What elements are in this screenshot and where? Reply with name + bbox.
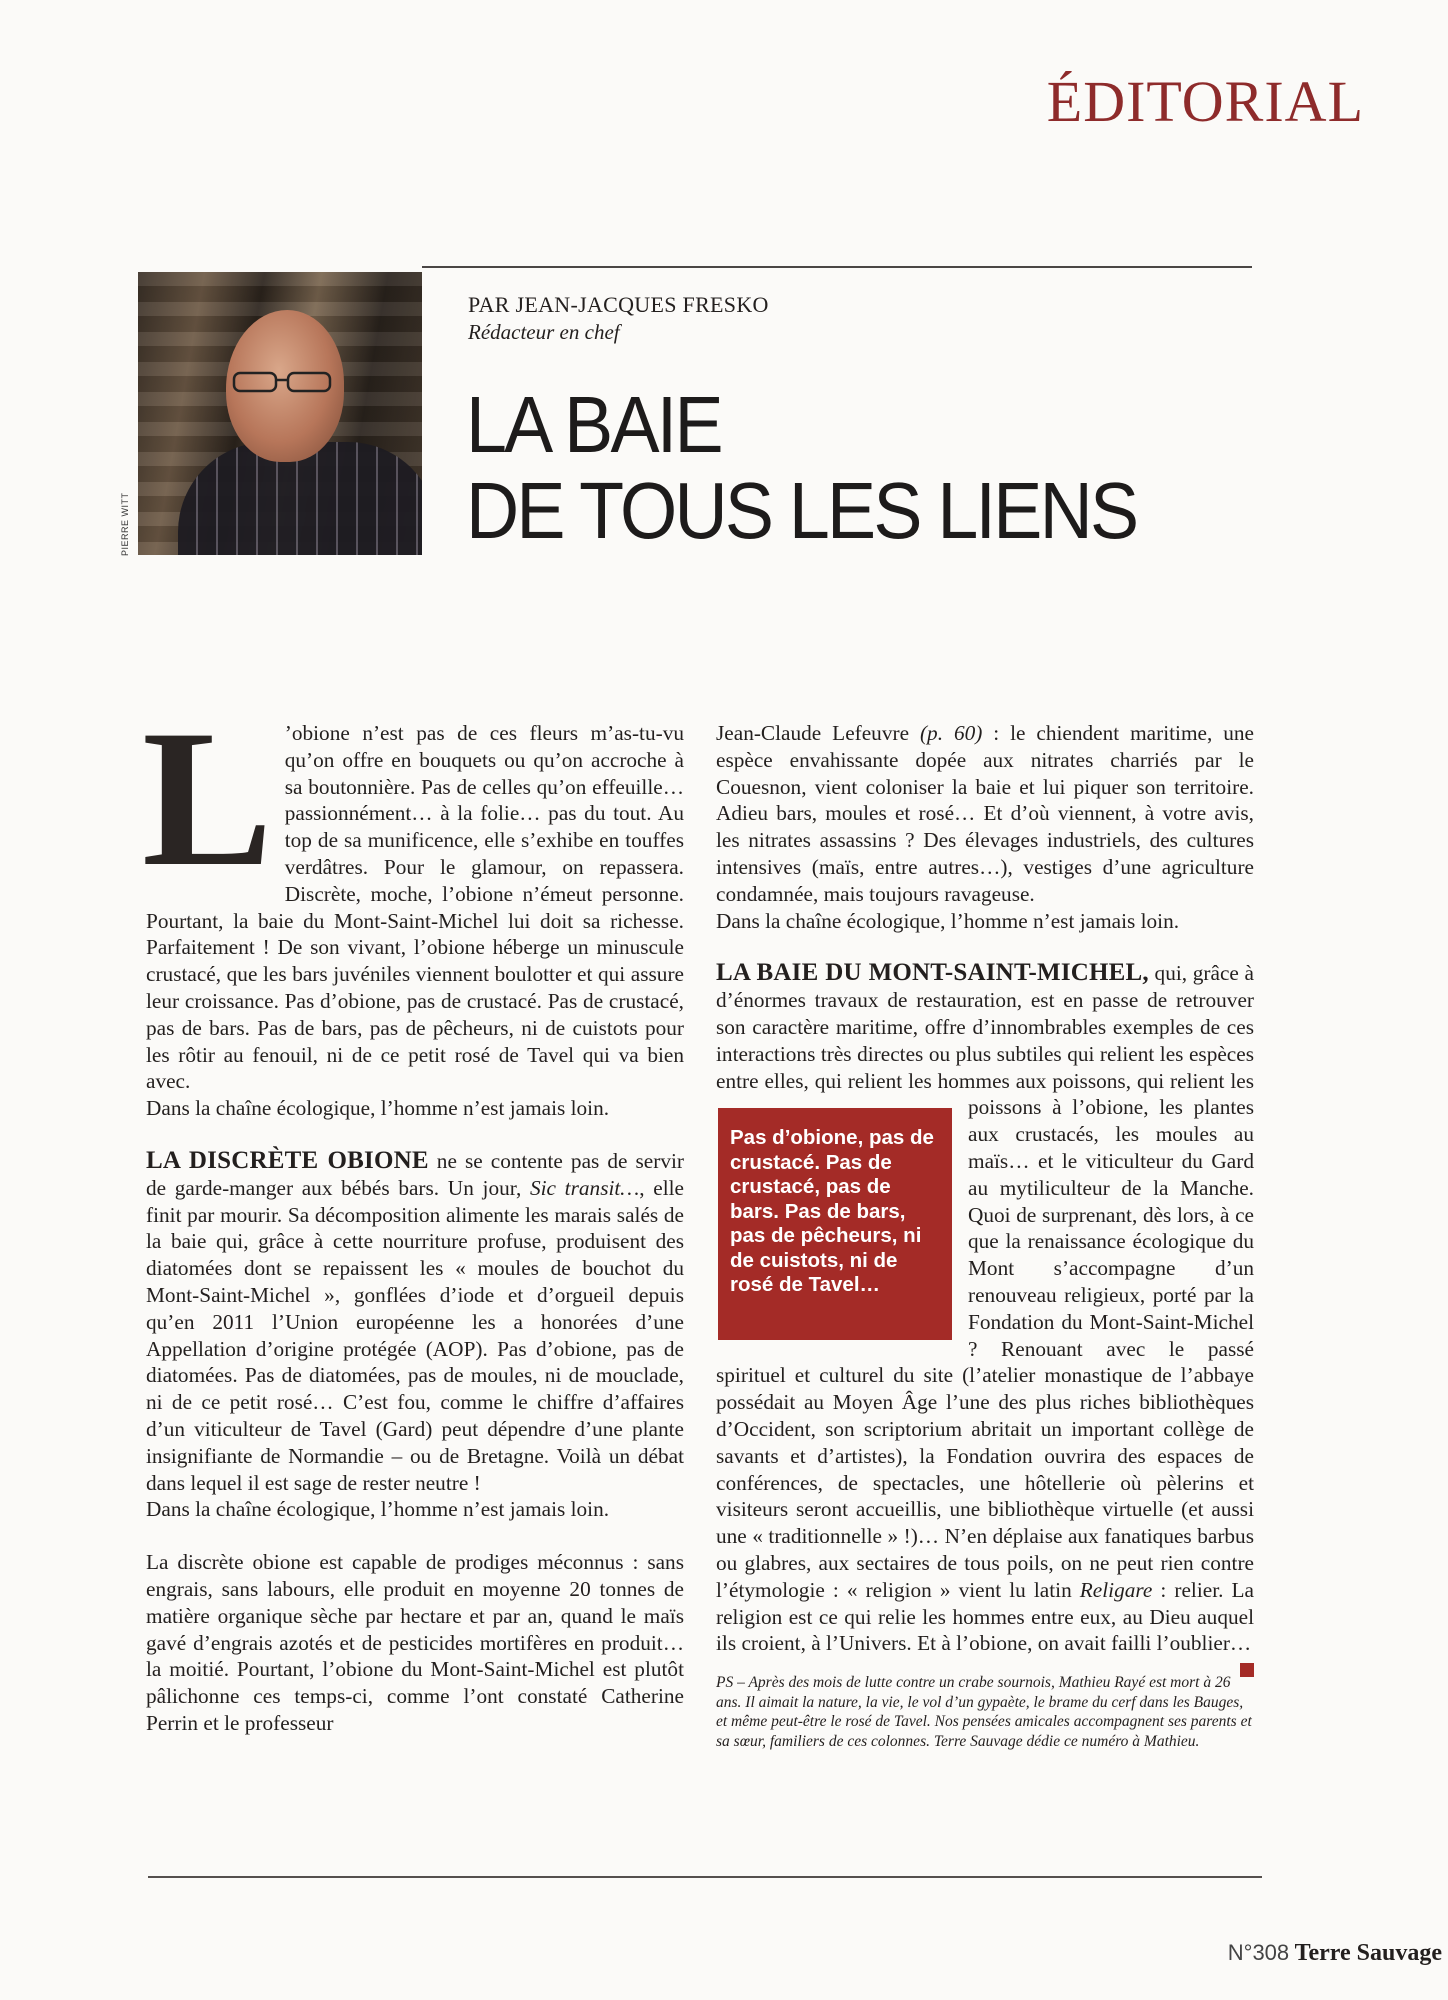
refrain: Dans la chaîne écologique, l’homme n’est jamais loin. [146,1096,610,1121]
paragraph: La discrète obione est capable de prodiges méconnus : sans engrais, sans labours, elle produit en moyenne 20 tonnes de matière organique sèche par hectare et par an, quand le maïs gavé d’engrais azotés et de pesticides mortifères en produit… la moitié. Pourtant, l’obione du Mont-Saint-Michel est plutôt pâlichonne ces temps-ci, comme l’ont constaté Catherine Perrin et le professeur [146,1550,684,1735]
column-left [142,690,685,1737]
bottom-rule [148,1876,1262,1878]
page-reference: (p. 60) [919,721,983,745]
byline: PAR JEAN-JACQUES FRESKO [468,292,769,317]
magazine-name: Terre Sauvage [1294,1940,1442,1966]
glasses-icon [230,370,340,394]
lead-in: LA BAIE DU MONT-SAINT-MICHEL, [716,959,1149,987]
paragraph [716,960,1254,1657]
paragraph-text: : relier. La religion est ce qui relie les hommes entre eux, au Dieu auquel ils croient, à l’Univers. Et à l’obione, on avait failli l’oublier… [716,1577,1254,1656]
paragraph-text: ’obione n’est pas de ces fleurs m’as-tu-vu qu’on offre en bouquets ou qu’on accroche à sa boutonnière. Pas de celles qu’on effeuille… passionnément… à la folie… pas du tout. Au top de sa munificence, elle s’exhibe en touffes verdâtres. Pour le glamour, on repassera. Discrète, moche, l’obione n’émeut personne. Pourtant, la baie du Mont-Saint-Michel lui doit sa richesse. Parfaitement ! De son vivant, l’obione héberge un minuscule crustacé, que les bars juvéniles viennent boulotter et qui assure leur croissance. Pas d’obione, pas de crustacé. Pas de crustacé, pas de bars. Pas de bars, pas de pêcheurs, ni de cuistots pour les rôtir au fenouil, ni de ce petit rosé de Tavel qui va bien avec. [146,721,684,1094]
paragraph-text: Jean-Claude Lefeuvre [716,721,920,745]
pull-quote: Pas d’obione, pas de crustacé. Pas de crustacé, pas de bars. Pas de bars, pas de pêcheurs, ni de cuistots, ni de rosé de Tavel… [718,1108,952,1340]
headline [466,382,1136,554]
headline-line-1: LA BAIE [466,380,721,469]
italic-text: Religare [1079,1577,1153,1602]
lead-in: LA DISCRÈTE OBIONE [146,1146,429,1174]
drop-cap: L [142,690,273,907]
refrain: Dans la chaîne écologique, l’homme n’est jamais loin. [716,908,1180,933]
issue-number: N°308 [1227,1940,1290,1965]
paragraph-text: qui, grâce à d’énormes travaux de restauration, est en passe de retrouver son caractère maritime, offre d’innombrables exemples de ces interactions très directes ou plus subtiles qui relient les espèces entre elles, qui relient les hommes aux poissons, Pas d’obione, pas de crustacé. Pas de crustacé, pas de bars. Pas de bars, pas de pêcheurs, ni de cuistots, ni de rosé de Tavel… qui relient les poissons à l’obione, les plantes aux crustacés, les moules au maïs… et le viticulteur du Gard au mytiliculteur de la Manche. Quoi de surprenant, dès lors, à ce que la renaissance écologique du Mont s’accompagne d’un renouveau religieux, porté par la Fondation du Mont-Saint-Michel ? Renouant avec le passé spirituel et culturel du site (l’atelier monastique de l’abbaye possédait au Moyen Âge l’une des plus riches bibliothèques d’Occident, son scriptorium abritait un important collège de savants et d’artistes), la Fondation ouvrira des espaces de conférences, de spectacles, une hôtellerie où pèlerins et visiteurs seront accueillis, une bibliothèque virtuelle (et aussi une « traditionnelle » !)… N’en déplaise aux fanatiques barbus ou glabres, aux sectaires de tous poils, on ne peut rien contre l’étymologie : « religion » vient lu latin [716,961,1254,1602]
author-photo [138,272,422,555]
postscript: PS – Après des mois de lutte contre un crabe sournois, Mathieu Rayé est mort à 26 ans. Il aimait la nature, la vie, le vol d’un gypaète, le brame du cerf dans les Bauges, et même peut-être le rosé de Tavel. Nos pensées amicales accompagnent ses parents et sa sœur, familiers de ces colonnes. Terre Sauvage dédie ce numéro à Mathieu. [716,1674,1252,1750]
section-label: ÉDITORIAL [1046,69,1364,134]
paragraph-text: ne se contente pas de servir de garde-manger aux bébés bars. Un jour, [146,1148,685,1200]
photo-credit: PIERRE WITT [120,492,130,556]
footer [1228,1940,1442,1967]
paragraph-text: : le chiendent maritime, une espèce envahissante dopée aux nitrates charriés par le Couesnon, vient coloniser la baie et lui piquer son territoire. Adieu bars, moules et rosé… Et d’où viennent, à votre avis, les nitrates assassins ? Des élevages industriels, des cultures intensives (maïs, entre autres…), vestiges d’une agriculture condamnée, mais toujours ravageuse. [716,721,1254,906]
italic-text: Sic transit… [529,1175,640,1200]
paragraph [142,690,684,1095]
author-role: Rédacteur en chef [468,320,620,344]
end-mark-icon [1240,1663,1254,1677]
refrain: Dans la chaîne écologique, l’homme n’est jamais loin. [146,1497,610,1522]
top-rule [422,266,1252,268]
paragraph [146,1148,684,1496]
paragraph-text: , elle finit par mourir. Sa décomposition alimente les marais salés de la baie qui, grâce à cette nourriture profuse, produisent des diatomées dont se repaissent les « moules de bouchot du Mont-Saint-Michel », gonflées d’iode et d’orgueil depuis qu’en 2011 l’Union européenne les a honorées d’une Appellation d’origine protégée (AOP). Pas d’obione, pas de diatomées. Pas de diatomées, pas de moules, ni de mouclade, ni de ce petit rosé… C’est fou, comme le chiffre d’affaires d’un viticulteur de Tavel (Gard) peut dépendre d’une plante insignifiante de Normandie – ou de Bretagne. Voilà un débat dans lequel il est sage de rester neutre ! [146,1175,684,1495]
paragraph [716,720,1254,908]
column-right [716,720,1254,1751]
headline-line-2: DE TOUS LES LIENS [466,466,1137,555]
